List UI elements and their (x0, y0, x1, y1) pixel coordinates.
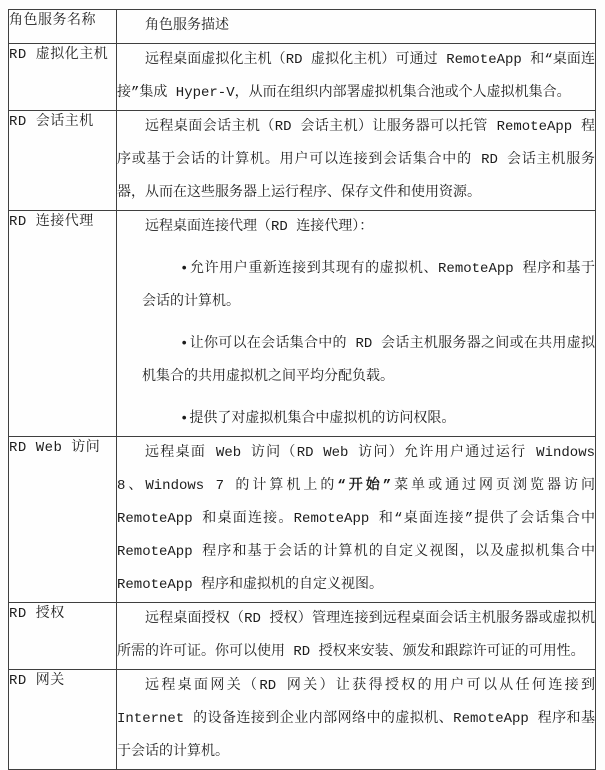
bold-text: “开始” (337, 478, 392, 494)
role-desc-cell (117, 111, 596, 211)
role-desc-cell (117, 44, 596, 111)
role-desc-cell (117, 211, 596, 437)
desc-paragraph: 远程桌面连接代理（RD 连接代理）： (145, 219, 374, 235)
rd-role-services-table (8, 9, 596, 770)
desc-paragraph: 远程桌面虚拟化主机（RD 虚拟化主机）可通过 RemoteApp 和“桌面连接”集成 Hyper-V，从而在组织内部署虚拟机集合池或个人虚拟机集合。 (117, 52, 595, 101)
role-desc-cell (117, 603, 596, 670)
bullet-icon: • (180, 336, 189, 352)
role-name-cell: RD 虚拟化主机 (9, 44, 117, 111)
bullet-item (142, 328, 595, 394)
bullet-icon: • (180, 411, 189, 427)
bullet-item (142, 253, 595, 319)
desc-paragraph: 远程桌面授权（RD 授权）管理连接到远程桌面会话主机服务器或虚拟机所需的许可证。你可以使用 RD 授权来安装、颁发和跟踪许可证的可用性。 (117, 611, 595, 660)
role-desc-cell (117, 670, 596, 770)
header-role-name: 角色服务名称 (9, 10, 117, 44)
role-name-cell: RD 网关 (9, 670, 117, 770)
table-row (9, 437, 596, 603)
role-name-cell: RD 连接代理 (9, 211, 117, 437)
table-row (9, 111, 596, 211)
role-name-cell: RD Web 访问 (9, 437, 117, 603)
bullet-item (142, 403, 595, 436)
role-desc-cell (117, 437, 596, 603)
desc-paragraph (117, 437, 595, 602)
bullet-text: 提供了对虚拟机集合中虚拟机的访问权限。 (189, 411, 456, 427)
bullet-text: 允许用户重新连接到其现有的虚拟机、RemoteApp 程序和基于会话的计算机。 (142, 261, 595, 310)
role-name-cell: RD 授权 (9, 603, 117, 670)
table-row (9, 44, 596, 111)
desc-paragraph: 远程桌面会话主机（RD 会话主机）让服务器可以托管 RemoteApp 程序或基于会话的计算机。用户可以连接到会话集合中的 RD 会话主机服务器，从而在这些服务器上运行程序、保存文件和使用资源。 (117, 119, 595, 201)
table-row (9, 670, 596, 770)
table-row (9, 603, 596, 670)
header-role-desc-label: 角色服务描述 (145, 18, 229, 34)
role-name-cell: RD 会话主机 (9, 111, 117, 211)
table-header-row (9, 10, 596, 44)
bullet-text: 让你可以在会话集合中的 RD 会话主机服务器之间或在共用虚拟机集合的共用虚拟机之间平均分配负载。 (142, 336, 595, 385)
bullet-icon: • (180, 261, 189, 277)
desc-text-pre: 远程桌面 Web 访问（RD Web 访问）允许用户通过运行 Windows 8、Windows 7 的计算机上的 (117, 445, 595, 494)
desc-text-post: 菜单或通过网页浏览器访问 RemoteApp 和桌面连接。RemoteApp 和“桌面连接”提供了会话集合中 RemoteApp 程序和基于会话的计算机的自定义视图，以及虚拟机集合中 RemoteApp 程序和虚拟机的自定义视图。 (117, 478, 595, 593)
header-role-desc (117, 10, 596, 44)
table-row (9, 211, 596, 437)
bullet-list (117, 253, 595, 436)
desc-paragraph: 远程桌面网关（RD 网关）让获得授权的用户可以从任何连接到 Internet 的设备连接到企业内部网络中的虚拟机、RemoteApp 程序和基于会话的计算机。 (117, 678, 595, 760)
